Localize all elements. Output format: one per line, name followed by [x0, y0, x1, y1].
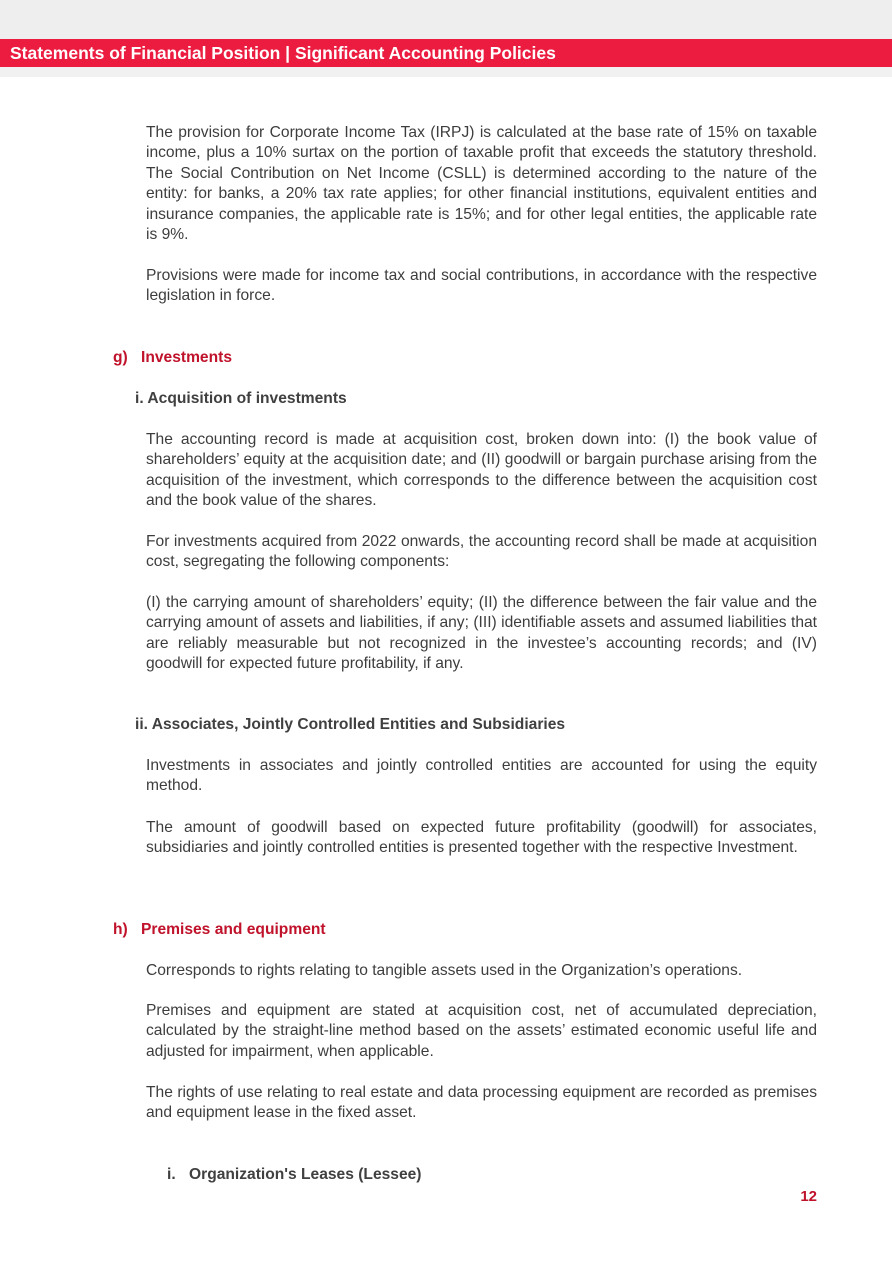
page-header [0, 39, 892, 67]
premises-paragraph-1: Corresponds to rights relating to tangible assets used in the Organization’s operations. [146, 962, 743, 979]
section-h-label: h) [113, 921, 128, 938]
associates-paragraph-2: The amount of goodwill based on expected future profitability (goodwill) for associates, subsidiaries and jointly controlled entities is presented together with the respective Investment. [146, 819, 817, 857]
section-g-heading [113, 348, 232, 368]
acquisition-paragraph-2: For investments acquired from 2022 onwards, the accounting record shall be made at acquisition cost, segregating the following components: [146, 533, 817, 571]
section-g-title: Investments [141, 349, 232, 366]
section-g-label: g) [113, 349, 128, 366]
subsection-leases-heading [167, 1165, 422, 1185]
top-strip [0, 0, 892, 39]
page-number: 12 [800, 1188, 817, 1205]
subsection-leases-title: Organization's Leases (Lessee) [189, 1166, 422, 1183]
acquisition-paragraph-3: (I) the carrying amount of shareholders’ equity; (II) the difference between the fair value and the carrying amount of assets and liabilities, if any; (III) identifiable assets and assumed liabilities that are reliably measurable but not recognized in the investee’s accounting records; and (IV) goodwill for expected future profitability, if any. [146, 594, 817, 673]
tax-paragraph-2: Provisions were made for income tax and social contributions, in accordance with the respective legislation in force. [146, 267, 817, 305]
section-h-title: Premises and equipment [141, 921, 326, 938]
tax-paragraph-1: The provision for Corporate Income Tax (IRPJ) is calculated at the base rate of 15% on taxable income, plus a 10% surtax on the portion of taxable profit that exceeds the statutory threshold. The Social Contribution on Net Income (CSLL) is determined according to the nature of the entity: for banks, a 20% tax rate applies; for other financial institutions, equivalent entities and insurance companies, the applicable rate is 15%; and for other legal entities, the applicable rate is 9%. [146, 124, 817, 244]
subsection-acquisition-heading: i. Acquisition of investments [135, 390, 347, 407]
premises-paragraph-2: Premises and equipment are stated at acquisition cost, net of accumulated depreciation, calculated by the straight-line method based on the assets’ estimated economic useful life and adjusted for impairment, when applicable. [146, 1002, 817, 1060]
acquisition-paragraph-1: The accounting record is made at acquisition cost, broken down into: (I) the book value of shareholders’ equity at the acquisition date; and (II) goodwill or bargain purchase arising from the acquisition of the investment, which corresponds to the difference between the acquisition cost and the book value of the shares. [146, 431, 817, 510]
subsection-leases-label: i. [167, 1166, 176, 1183]
subsection-associates-heading: ii. Associates, Jointly Controlled Entities and Subsidiaries [135, 716, 566, 733]
header-title: Statements of Financial Position | Significant Accounting Policies [10, 43, 556, 63]
associates-paragraph-1: Investments in associates and jointly controlled entities are accounted for using the equity method. [146, 757, 817, 795]
section-h-heading [113, 920, 326, 940]
premises-paragraph-3: The rights of use relating to real estate and data processing equipment are recorded as premises and equipment lease in the fixed asset. [146, 1084, 817, 1122]
header-shadow [0, 67, 892, 77]
